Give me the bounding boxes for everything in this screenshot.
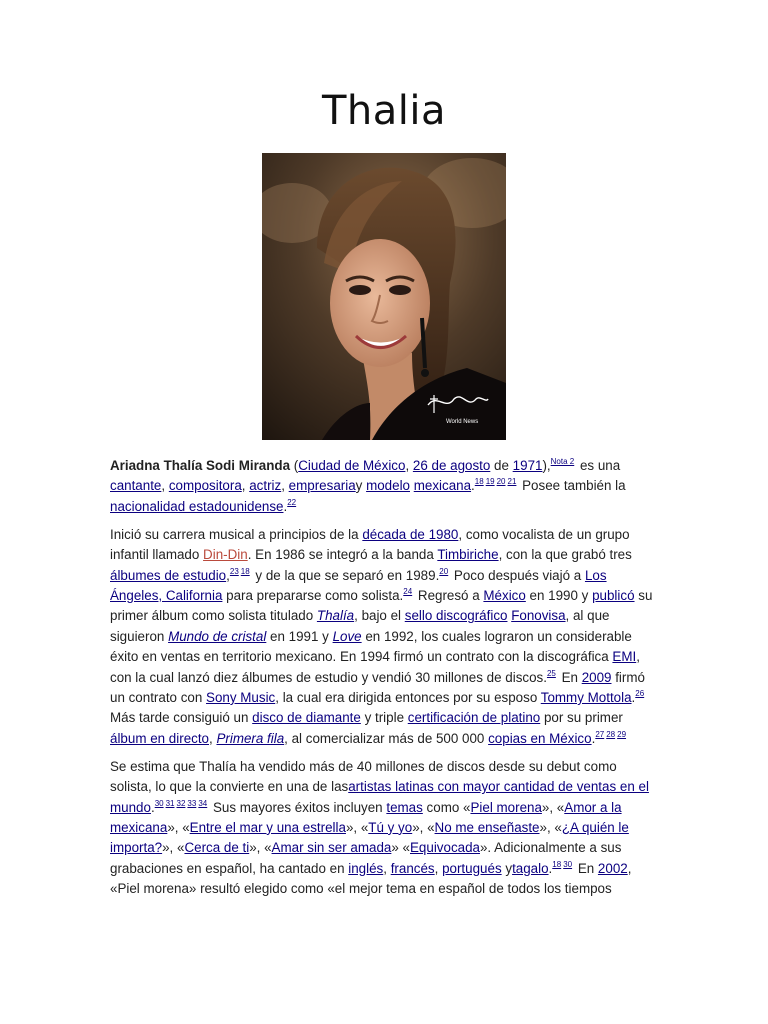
link-primera-fila[interactable]: Primera fila	[216, 730, 285, 746]
link-disco-de-diamante[interactable]: disco de diamante	[252, 710, 361, 726]
subject-name: Ariadna Thalía Sodi Miranda	[110, 458, 291, 473]
link-fonovisa[interactable]: Fonovisa	[511, 608, 566, 624]
text: Sus mayores éxitos incluyen	[209, 799, 387, 815]
text: . En 1986 se integró a la banda	[247, 547, 438, 563]
footnote-group	[439, 567, 450, 576]
link-no-me-ensenaste[interactable]: No me enseñaste	[434, 819, 540, 835]
footnote-ref[interactable]: 30	[563, 859, 573, 869]
link-mexico[interactable]: México	[483, 587, 526, 603]
text: Se estima que Thalía ha vendido más de 40 millones de discos desde su debut como solista, lo que la convierte en una de las	[110, 758, 617, 795]
text: en 1992, los cuales lograron un considerable éxito en ventas en territorio mexicano. En 1994 firmó un contrato con la discográfica	[110, 628, 632, 665]
text: ),	[542, 458, 551, 473]
link-2009[interactable]: 2009	[581, 669, 612, 685]
footnote-nota-2[interactable]: Nota 2	[550, 457, 575, 466]
text: y	[501, 860, 513, 876]
text: Regresó a	[414, 587, 484, 603]
text: En	[574, 860, 598, 876]
link-tu-y-yo[interactable]: Tú y yo	[368, 819, 413, 835]
text: y de la que se separó en 1989.	[251, 567, 440, 583]
footnote-ref[interactable]: 28	[606, 729, 616, 739]
footnote-ref[interactable]: 20	[439, 566, 449, 576]
text: , con la que grabó tres	[498, 547, 632, 563]
link-cantante[interactable]: cantante	[110, 478, 162, 494]
text: Posee también la	[518, 478, 626, 494]
text: » «	[391, 840, 410, 856]
footnote-group	[287, 498, 298, 507]
footnote-group	[547, 669, 558, 678]
paragraph-career	[110, 525, 660, 749]
text: como «	[422, 799, 471, 815]
link-empresaria[interactable]: empresaria	[288, 478, 356, 494]
page-title: Thalia	[321, 88, 447, 134]
link-entre-el-mar[interactable]: Entre el mar y una estrella	[189, 819, 346, 835]
footnote-group	[155, 799, 210, 808]
link-decada-1980[interactable]: década de 1980	[362, 526, 459, 542]
text: », «	[539, 819, 562, 835]
link-album-en-directo[interactable]: álbum en directo	[110, 730, 209, 746]
text: para prepararse como solista.	[222, 587, 404, 603]
footnote-ref[interactable]: 20	[496, 477, 506, 487]
svg-text:World News: World News	[446, 419, 479, 425]
text: .	[631, 689, 636, 705]
text: su primer álbum como solista titulado	[110, 587, 653, 624]
text: en 1990 y	[525, 587, 593, 603]
text: .	[548, 860, 553, 876]
link-love[interactable]: Love	[332, 628, 362, 644]
footnote-group	[551, 457, 577, 466]
link-album-thalia[interactable]: Thalía	[316, 608, 355, 624]
text: , «Piel morena» resultó elegido como «el mejor tema en español de todos los tiempos	[110, 860, 632, 897]
link-frances[interactable]: francés	[390, 860, 435, 876]
link-amor-a-la-mexicana[interactable]: Amor a la mexicana	[110, 799, 622, 835]
link-ingles[interactable]: inglés	[348, 860, 384, 876]
text: Inició su carrera musical a principios de la	[110, 526, 363, 542]
text: .	[591, 730, 596, 746]
text: », «	[541, 799, 565, 815]
paragraph-intro	[110, 456, 660, 517]
text: ,	[209, 730, 217, 746]
text: ,	[383, 860, 391, 876]
paragraph-sales	[110, 757, 660, 900]
footnote-ref[interactable]: 18	[240, 566, 250, 576]
text: , al que siguieron	[110, 608, 610, 644]
text: es una	[576, 458, 621, 473]
footnote-ref[interactable]: 27	[595, 729, 605, 739]
link-equivocada[interactable]: Equivocada	[410, 840, 480, 856]
redlink-din-din[interactable]: Din-Din	[203, 547, 248, 563]
footnote-ref[interactable]: 21	[507, 477, 517, 487]
link-certificacion-de-platino[interactable]: certificación de platino	[407, 710, 541, 726]
text: (	[290, 458, 299, 473]
text: ,	[161, 478, 169, 494]
text: », «	[162, 840, 185, 856]
link-piel-morena[interactable]: Piel morena	[470, 799, 542, 815]
link-ciudad-de-mexico[interactable]: Ciudad de México	[298, 458, 406, 473]
link-tagalo[interactable]: tagalo	[512, 860, 549, 876]
text: , la cual era dirigida entonces por su esposo	[275, 689, 541, 705]
link-amar-sin-ser-amada[interactable]: Amar sin ser amada	[271, 840, 392, 856]
footnote-group	[635, 689, 646, 698]
link-compositora[interactable]: compositora	[168, 478, 242, 494]
text: ,	[226, 567, 230, 583]
link-cerca-de-ti[interactable]: Cerca de ti	[184, 840, 250, 856]
footnote-ref[interactable]: 24	[403, 586, 413, 596]
footnote-group	[230, 567, 252, 576]
text: », «	[412, 819, 435, 835]
article-body	[110, 456, 660, 907]
text: ». Adicionalmente a sus grabaciones en español, ha cantado en	[110, 840, 622, 876]
link-nacionalidad-estadounidense[interactable]: nacionalidad estadounidense	[110, 498, 284, 514]
text: y triple	[360, 710, 408, 726]
text: , al comercializar más de 500 000	[284, 730, 489, 746]
text: y	[355, 478, 367, 494]
text: firmó un contrato con	[110, 669, 645, 705]
link-albumes-de-estudio[interactable]: álbumes de estudio	[110, 567, 227, 583]
footnote-group	[595, 730, 628, 739]
text: , con la cual lanzó diez álbumes de estudio y vendió 30 millones de discos.	[110, 649, 640, 685]
footnote-ref[interactable]: 33	[187, 798, 197, 808]
link-timbiriche[interactable]: Timbiriche	[437, 547, 499, 563]
text: », «	[167, 819, 190, 835]
text: », «	[249, 840, 272, 856]
footnote-ref[interactable]: 26	[635, 688, 645, 698]
footnote-ref[interactable]: 32	[176, 798, 186, 808]
link-los-angeles[interactable]: Los Ángeles, California	[110, 567, 607, 603]
text: .	[283, 498, 288, 514]
footnote-ref[interactable]: 23	[229, 566, 239, 576]
link-temas[interactable]: temas	[386, 799, 423, 815]
link-copias-en-mexico[interactable]: copias en México	[488, 730, 592, 746]
footnote-ref[interactable]: 31	[165, 798, 175, 808]
text: , como vocalista de un grupo infantil llamado	[110, 526, 630, 563]
link-a-quien-le-importa[interactable]: ¿A quién le importa?	[110, 819, 629, 856]
text: En	[557, 669, 582, 685]
text: .	[471, 478, 475, 494]
text: ,	[434, 860, 443, 876]
footnote-group	[552, 860, 574, 869]
footnote-ref[interactable]: 22	[287, 497, 297, 507]
text: ,	[405, 458, 413, 473]
text: por su primer	[540, 710, 623, 726]
footnote-group	[403, 587, 414, 596]
text: Más tarde consiguió un	[110, 710, 253, 726]
link-tommy-mottola[interactable]: Tommy Mottola	[540, 689, 632, 705]
text: », «	[345, 819, 369, 835]
text: Poco después viajó a	[450, 567, 585, 583]
footnote-ref[interactable]: 19	[485, 477, 495, 487]
link-sony-music[interactable]: Sony Music	[206, 689, 276, 705]
text: .	[150, 799, 155, 815]
text: en 1991 y	[266, 628, 333, 644]
text: , bajo el	[354, 608, 405, 624]
link-1971[interactable]: 1971	[512, 458, 543, 473]
link-artistas-latinas[interactable]: artistas latinas con mayor cantidad de ventas en el mundo	[110, 779, 649, 815]
footnote-ref[interactable]: 18	[552, 859, 562, 869]
link-actriz[interactable]: actriz	[249, 478, 282, 494]
text: ,	[281, 478, 289, 494]
footnote-ref[interactable]: 30	[154, 798, 164, 808]
footnote-ref[interactable]: 18	[474, 477, 484, 487]
footnote-ref[interactable]: 25	[546, 668, 556, 678]
text: ,	[241, 478, 250, 494]
link-emi[interactable]: EMI	[612, 649, 637, 665]
footnote-ref[interactable]: 34	[198, 798, 208, 808]
link-2002[interactable]: 2002	[597, 860, 628, 876]
link-26-de-agosto[interactable]: 26 de agosto	[412, 458, 491, 473]
link-mexicana[interactable]: mexicana	[413, 478, 472, 494]
link-sello-discografico[interactable]: sello discográfico	[404, 608, 508, 624]
link-mundo-de-cristal[interactable]: Mundo de cristal	[168, 628, 267, 644]
text: de	[490, 458, 513, 473]
footnote-group	[475, 477, 519, 486]
footnote-ref[interactable]: 29	[617, 729, 627, 739]
portrait-photo	[262, 153, 506, 440]
link-modelo[interactable]: modelo	[366, 478, 410, 494]
link-publico[interactable]: publicó	[592, 587, 635, 603]
link-portugues[interactable]: portugués	[442, 860, 502, 876]
